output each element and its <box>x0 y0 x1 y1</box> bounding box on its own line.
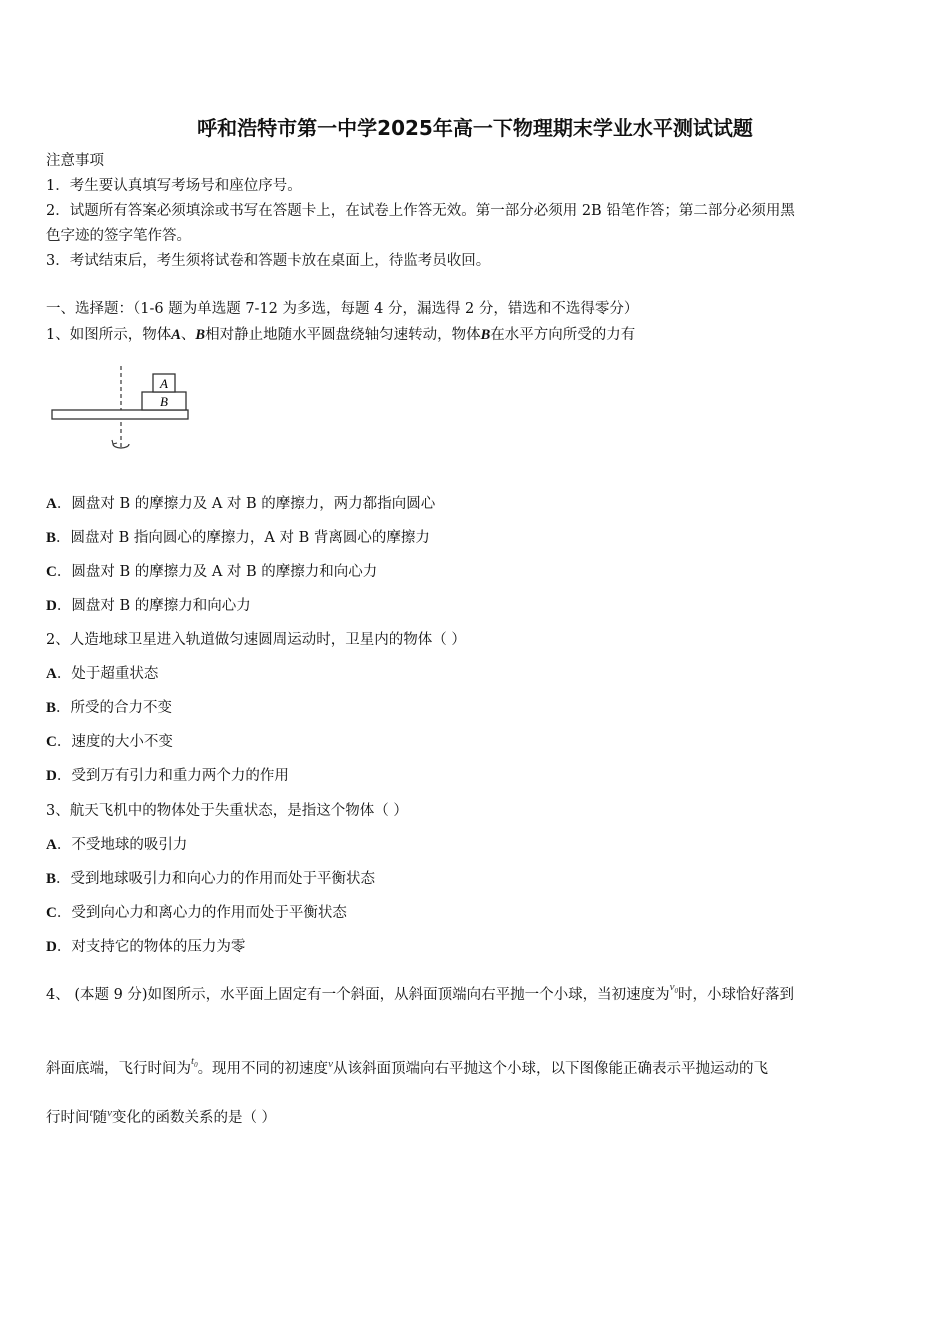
option-key: C <box>46 564 57 580</box>
q4-v0 <box>669 981 678 996</box>
q4-text: 斜面底端，飞行时间为 <box>46 1061 191 1077</box>
option-key: A <box>46 496 57 512</box>
rotating-disk-figure <box>50 364 195 460</box>
disk <box>52 410 188 419</box>
q3-option-c[interactable]: C．受到向心力和离心力的作用而处于平衡状态 <box>46 905 347 921</box>
notice-heading: 注意事项 <box>46 153 104 169</box>
q4-text: 时，小球恰好落到 <box>677 987 794 1003</box>
block-a-label: A <box>160 376 168 391</box>
q1-stem <box>46 324 635 346</box>
option-text: 圆盘对 B 的摩擦力及 A 对 B 的摩擦力，两力都指向圆心 <box>71 496 436 512</box>
q1-var-b: B <box>480 327 491 343</box>
option-text: 处于超重状态 <box>71 666 159 682</box>
q4-stem-line3 <box>46 1107 276 1130</box>
q2-option-d[interactable]: D．受到万有引力和重力两个力的作用 <box>46 768 289 784</box>
q4-sub: 0 <box>674 987 678 996</box>
arrowhead-icon <box>112 440 117 444</box>
option-text: 所受的合力不变 <box>70 700 173 716</box>
option-text: 圆盘对 B 的摩擦力和向心力 <box>71 598 251 614</box>
q4-text: 随 <box>92 1110 108 1126</box>
q1-stem-text: 相对静止地随水平圆盘绕轴匀速转动，物体 <box>205 327 481 343</box>
section-heading: 一、选择题：（1-6 题为单选题 7-12 为多选，每题 4 分，漏选得 2 分，错选和不选得零分） <box>46 301 639 317</box>
option-text: 速度的大小不变 <box>71 734 173 750</box>
option-key: A <box>46 837 57 853</box>
q4-sub: 0 <box>194 1061 198 1070</box>
q4-var: t <box>191 1055 195 1067</box>
q4-var-t: t <box>89 1107 93 1119</box>
notice-item: 色字迹的签字笔作答。 <box>46 228 191 244</box>
q3-option-a[interactable]: A．不受地球的吸引力 <box>46 837 188 853</box>
option-text: 受到地球吸引力和向心力的作用而处于平衡状态 <box>70 871 376 887</box>
q1-var-b: B <box>195 327 206 343</box>
notice-item: 3．考试结束后，考生须将试卷和答题卡放在桌面上，待监考员收回。 <box>46 253 491 269</box>
q1-option-d[interactable]: D．圆盘对 B 的摩擦力和向心力 <box>46 598 251 614</box>
q4-var-v: v <box>328 1058 333 1070</box>
q1-option-a[interactable]: A．圆盘对 B 的摩擦力及 A 对 B 的摩擦力，两力都指向圆心 <box>46 496 436 512</box>
q1-option-b[interactable]: B．圆盘对 B 指向圆心的摩擦力，A 对 B 背离圆心的摩擦力 <box>46 530 430 546</box>
option-key: D <box>46 598 57 614</box>
option-key: B <box>46 530 57 546</box>
q4-text: 4、 (本题 9 分)如图所示，水平面上固定有一个斜面，从斜面顶端向右平抛一个小球，当初速度为 <box>46 987 670 1003</box>
q4-text: 。现用不同的初速度 <box>197 1061 329 1077</box>
q1-option-c[interactable]: C．圆盘对 B 的摩擦力及 A 对 B 的摩擦力和向心力 <box>46 564 378 580</box>
option-key: C <box>46 734 57 750</box>
q4-var-v: v <box>107 1107 112 1119</box>
q1-stem-text: 在水平方向所受的力有 <box>490 327 636 343</box>
q4-text: 变化的函数关系的是（ ） <box>111 1110 277 1126</box>
option-text: 圆盘对 B 的摩擦力及 A 对 B 的摩擦力和向心力 <box>71 564 378 580</box>
option-text: 受到向心力和离心力的作用而处于平衡状态 <box>71 905 347 921</box>
q1-stem-text: 1、如图所示，物体 <box>46 327 172 343</box>
block-b-label: B <box>160 394 168 409</box>
q4-stem-line2 <box>46 1055 768 1085</box>
q4-stem-line1 <box>46 981 794 1011</box>
q3-option-d[interactable]: D．对支持它的物体的压力为零 <box>46 939 246 955</box>
q4-text: 行时间 <box>46 1110 90 1126</box>
q4-text: 从该斜面顶端向右平抛这个小球，以下图像能正确表示平抛运动的飞 <box>332 1061 768 1077</box>
notice-item: 1．考生要认真填写考场号和座位序号。 <box>46 178 302 194</box>
notice-item: 2．试题所有答案必须填涂或书写在答题卡上，在试卷上作答无效。第一部分必须用 2B 铅笔作答；第二部分必须用黑 <box>46 203 795 219</box>
q2-stem: 2、人造地球卫星进入轨道做匀速圆周运动时，卫星内的物体（ ） <box>46 632 466 648</box>
q3-option-b[interactable]: B．受到地球吸引力和向心力的作用而处于平衡状态 <box>46 871 376 887</box>
option-key: B <box>46 871 57 887</box>
page-title: 呼和浩特市第一中学2025年高一下物理期末学业水平测试试题 <box>197 116 753 140</box>
q1-var-a: A <box>171 327 181 343</box>
option-key: D <box>46 939 57 955</box>
q4-t0 <box>191 1055 198 1070</box>
option-text: 不受地球的吸引力 <box>71 837 188 853</box>
q2-option-c[interactable]: C．速度的大小不变 <box>46 734 173 750</box>
option-key: B <box>46 700 57 716</box>
option-key: D <box>46 768 57 784</box>
option-text: 受到万有引力和重力两个力的作用 <box>71 768 289 784</box>
q2-option-a[interactable]: A．处于超重状态 <box>46 666 159 682</box>
q3-stem: 3、航天飞机中的物体处于失重状态，是指这个物体（ ） <box>46 803 408 819</box>
option-key: C <box>46 905 57 921</box>
q1-stem-text: 、 <box>180 327 196 343</box>
q2-option-b[interactable]: B．所受的合力不变 <box>46 700 173 716</box>
q4-var: v <box>669 981 675 993</box>
option-text: 对支持它的物体的压力为零 <box>71 939 246 955</box>
option-key: A <box>46 666 57 682</box>
option-text: 圆盘对 B 指向圆心的摩擦力，A 对 B 背离圆心的摩擦力 <box>70 530 430 546</box>
